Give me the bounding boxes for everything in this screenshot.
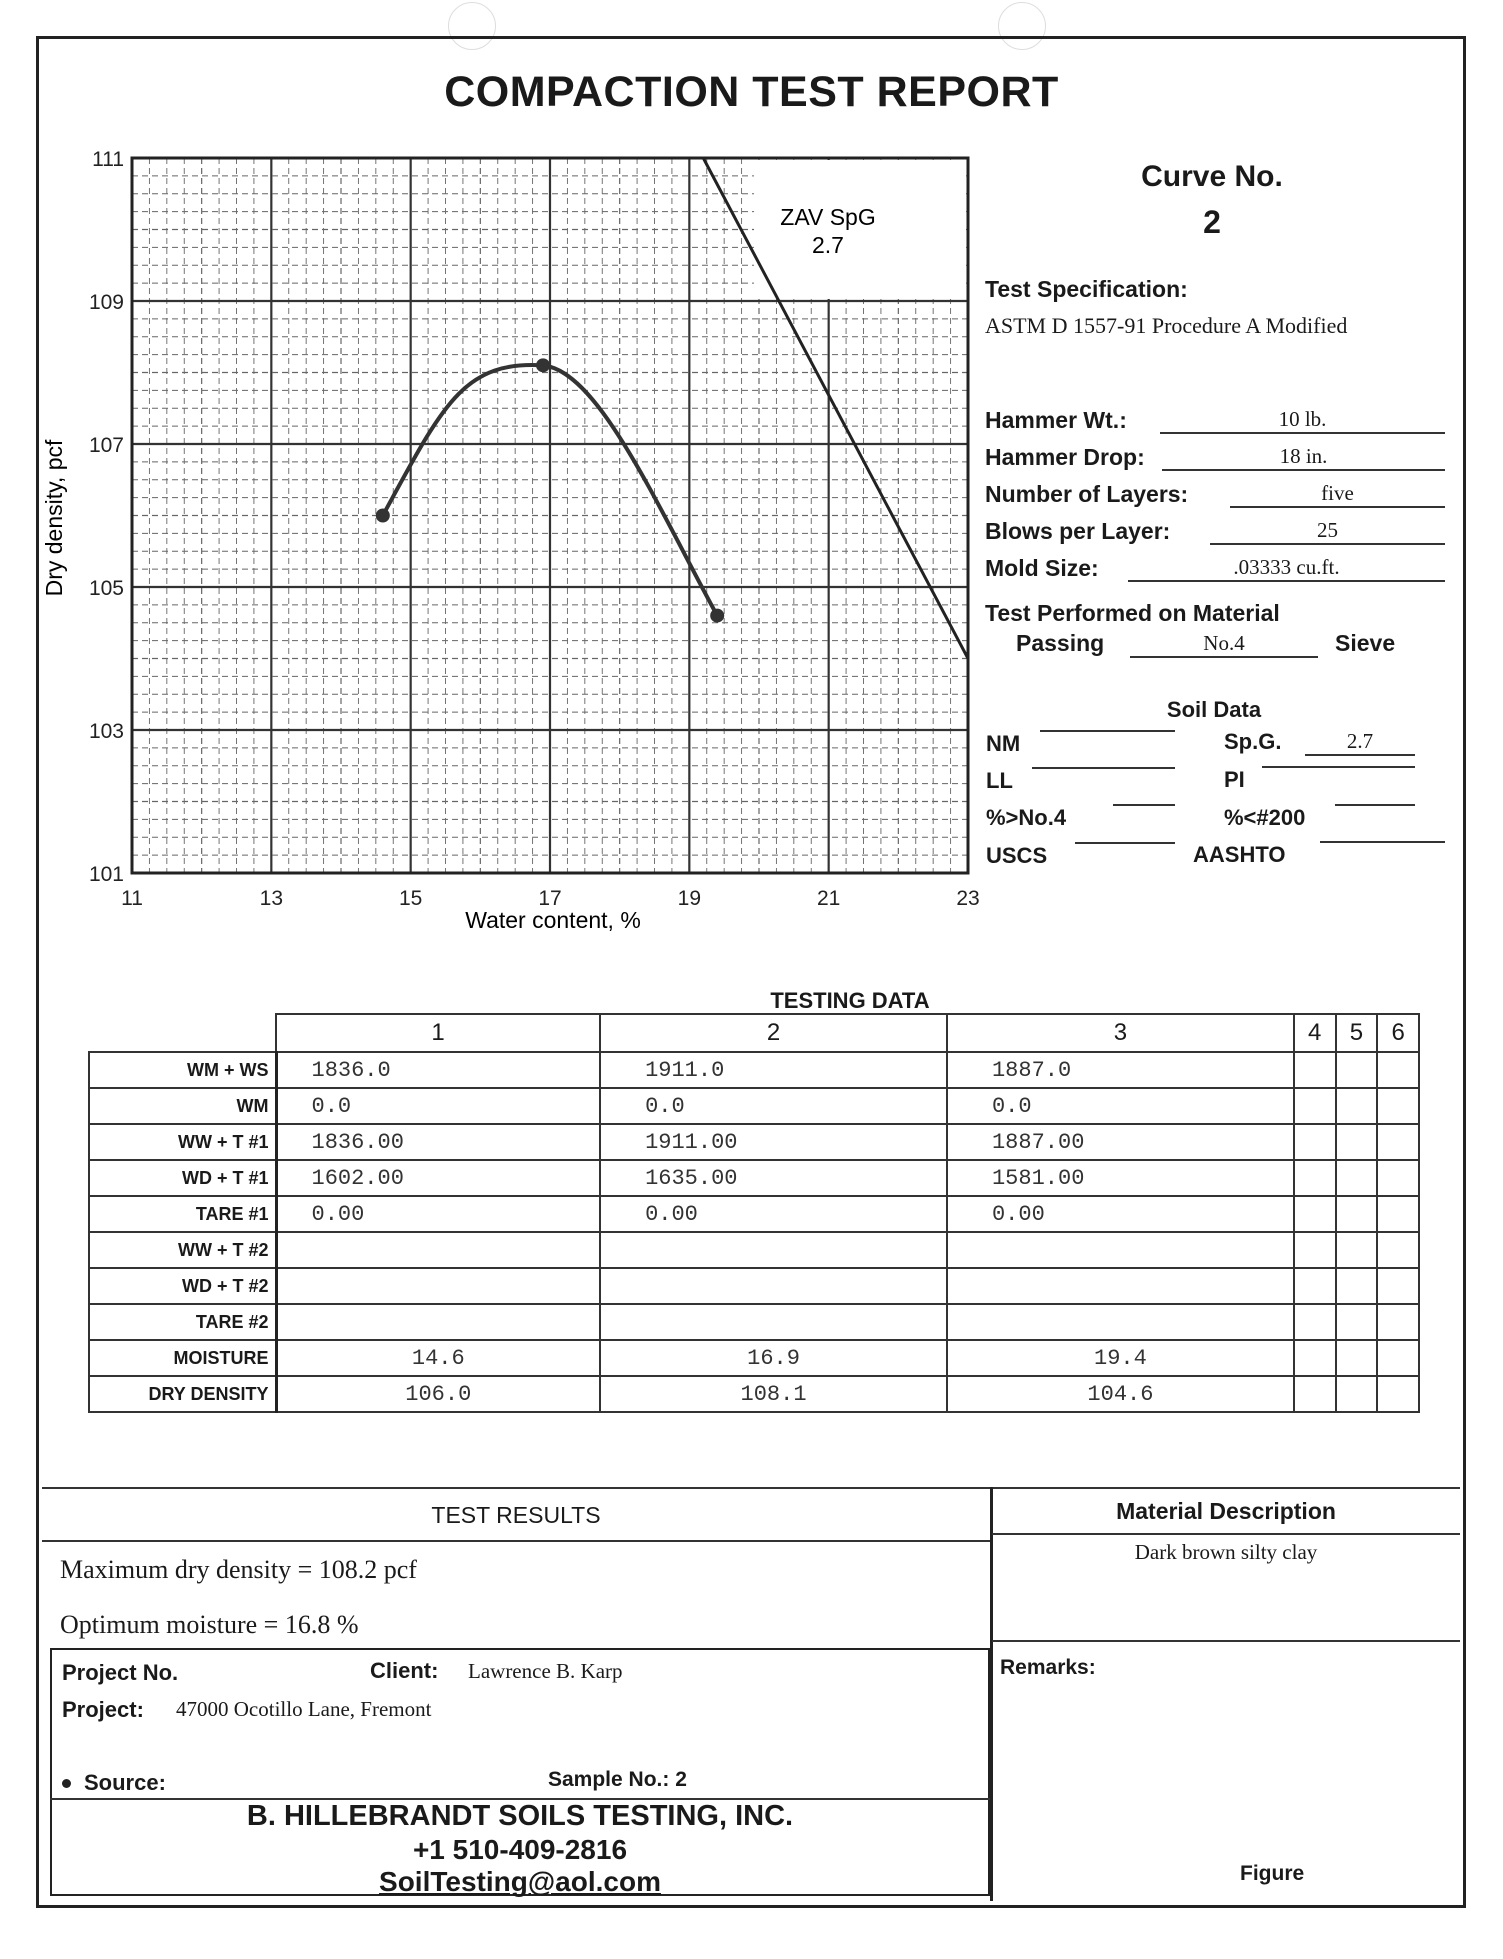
x-tick-label: 21 xyxy=(816,887,841,910)
row-label: MOISTURE xyxy=(89,1340,276,1376)
table-row xyxy=(89,1340,1419,1376)
aashto-label: AASHTO xyxy=(1193,842,1286,867)
y-tick-label: 107 xyxy=(88,434,124,457)
table-cell: 16.9 xyxy=(600,1340,947,1376)
report-title: COMPACTION TEST REPORT xyxy=(444,68,1059,116)
row-label: DRY DENSITY xyxy=(89,1376,276,1412)
table-cell: 1887.0 xyxy=(947,1052,1294,1088)
table-cell xyxy=(276,1268,600,1304)
hammer-drop-value: 18 in. xyxy=(1162,443,1445,471)
soil-data-title: Soil Data xyxy=(1166,697,1262,722)
row-label: TARE #1 xyxy=(89,1196,276,1232)
ll-value xyxy=(1032,767,1175,769)
table-cell xyxy=(1294,1196,1336,1232)
test-results-title: TEST RESULTS xyxy=(431,1502,601,1528)
max-dry-density: Maximum dry density = 108.2 pcf xyxy=(60,1555,417,1584)
table-cell xyxy=(947,1232,1294,1268)
data-point xyxy=(536,358,550,372)
client-value: Lawrence B. Karp xyxy=(468,1659,623,1683)
data-point xyxy=(710,609,724,623)
row-label: WM + WS xyxy=(89,1052,276,1088)
no200-value xyxy=(1335,804,1415,806)
table-row xyxy=(89,1088,1419,1124)
remarks-label: Remarks: xyxy=(1000,1656,1096,1679)
column-header: 2 xyxy=(600,1014,947,1052)
table-cell xyxy=(1336,1232,1378,1268)
table-cell xyxy=(1377,1268,1419,1304)
table-cell: 1887.00 xyxy=(947,1124,1294,1160)
table-cell xyxy=(1294,1052,1336,1088)
project-no-label: Project No. xyxy=(62,1660,179,1685)
testing-data-title: TESTING DATA xyxy=(770,988,930,1013)
data-point xyxy=(376,509,390,523)
row-label: WD + T #1 xyxy=(89,1160,276,1196)
column-header: 3 xyxy=(947,1014,1294,1052)
table-cell xyxy=(1336,1376,1378,1412)
y-tick-label: 105 xyxy=(88,577,124,600)
material-title-rule xyxy=(992,1533,1460,1535)
table-cell xyxy=(947,1268,1294,1304)
column-header: 6 xyxy=(1377,1014,1419,1052)
table-cell: 106.0 xyxy=(276,1376,600,1412)
blows-label: Blows per Layer: xyxy=(985,518,1171,544)
table-cell xyxy=(600,1268,947,1304)
table-cell xyxy=(1294,1340,1336,1376)
y-tick-label: 103 xyxy=(88,720,124,743)
ll-label: LL xyxy=(986,768,1013,793)
mold-size-value: .03333 cu.ft. xyxy=(1128,554,1445,582)
hammer-wt-label: Hammer Wt.: xyxy=(985,407,1127,433)
hammer-drop-label: Hammer Drop: xyxy=(985,444,1145,470)
table-cell: 0.0 xyxy=(600,1088,947,1124)
table-cell xyxy=(1377,1232,1419,1268)
company-name: B. HILLEBRANDT SOILS TESTING, INC. xyxy=(246,1800,794,1832)
company-email: SoilTesting@aol.com xyxy=(379,1866,661,1897)
table-cell: 0.00 xyxy=(276,1196,600,1232)
bottom-block-top-rule xyxy=(42,1487,1460,1489)
testing-data-table xyxy=(88,1013,1420,1413)
table-row xyxy=(89,1124,1419,1160)
x-tick-label: 15 xyxy=(398,887,423,910)
optimum-moisture: Optimum moisture = 16.8 % xyxy=(60,1610,359,1639)
y-tick-label: 111 xyxy=(92,148,124,171)
table-cell: 0.0 xyxy=(947,1088,1294,1124)
no200-label: %<#200 xyxy=(1224,805,1306,830)
table-cell: 0.00 xyxy=(600,1196,947,1232)
x-tick-label: 11 xyxy=(121,887,143,910)
table-cell xyxy=(1377,1052,1419,1088)
nm-label: NM xyxy=(986,731,1021,756)
table-cell: 1635.00 xyxy=(600,1160,947,1196)
layers-value: five xyxy=(1230,480,1445,508)
figure-label: Figure xyxy=(1240,1862,1305,1885)
table-cell: 0.0 xyxy=(276,1088,600,1124)
material-passing-label1: Test Performed on Material xyxy=(985,600,1280,626)
layers-label: Number of Layers: xyxy=(985,481,1189,507)
table-cell xyxy=(1377,1088,1419,1124)
pi-label: PI xyxy=(1224,767,1245,792)
table-cell xyxy=(1377,1376,1419,1412)
table-cell: 0.00 xyxy=(947,1196,1294,1232)
table-cell xyxy=(276,1232,600,1268)
zav-label-line2: 2.7 xyxy=(812,232,844,258)
table-cell xyxy=(1377,1340,1419,1376)
table-row xyxy=(89,1160,1419,1196)
company-phone: +1 510-409-2816 xyxy=(412,1834,628,1865)
project-value: 47000 Ocotillo Lane, Fremont xyxy=(176,1697,432,1721)
table-cell xyxy=(600,1232,947,1268)
uscs-label: USCS xyxy=(986,843,1048,868)
x-axis-label: Water content, % xyxy=(465,907,641,933)
table-cell xyxy=(1336,1124,1378,1160)
y-axis-label: Dry density, pcf xyxy=(41,439,67,597)
spg-value: 2.7 xyxy=(1305,728,1415,756)
x-tick-label: 23 xyxy=(956,887,980,910)
row-label: TARE #2 xyxy=(89,1304,276,1340)
table-cell: 108.1 xyxy=(600,1376,947,1412)
test-spec-value: ASTM D 1557-91 Procedure A Modified xyxy=(985,313,1348,338)
table-cell: 14.6 xyxy=(276,1340,600,1376)
column-header: 4 xyxy=(1294,1014,1336,1052)
column-header: 1 xyxy=(276,1014,600,1052)
table-cell xyxy=(1294,1160,1336,1196)
row-label: WD + T #2 xyxy=(89,1268,276,1304)
remarks-rule xyxy=(992,1640,1460,1642)
table-cell xyxy=(600,1304,947,1340)
material-description-title: Material Description xyxy=(1116,1498,1336,1524)
row-label: WW + T #1 xyxy=(89,1124,276,1160)
header-corner xyxy=(89,1014,276,1052)
x-tick-label: 19 xyxy=(677,887,702,910)
column-header: 5 xyxy=(1336,1014,1378,1052)
material-passing-suffix: Sieve xyxy=(1335,630,1396,656)
spg-label: Sp.G. xyxy=(1224,729,1282,754)
source-label: Source: xyxy=(84,1770,166,1795)
table-row xyxy=(89,1052,1419,1088)
zav-label-line1: ZAV SpG xyxy=(780,204,876,230)
table-cell xyxy=(1336,1268,1378,1304)
no4-label: %>No.4 xyxy=(986,805,1067,830)
chart-grid xyxy=(132,158,968,873)
table-cell: 1581.00 xyxy=(947,1160,1294,1196)
table-cell xyxy=(1336,1052,1378,1088)
uscs-value xyxy=(1075,842,1175,844)
table-cell xyxy=(1294,1304,1336,1340)
pi-value xyxy=(1262,766,1415,768)
table-cell xyxy=(1336,1340,1378,1376)
x-tick-label: 13 xyxy=(259,887,284,910)
table-cell: 1836.0 xyxy=(276,1052,600,1088)
table-cell xyxy=(1377,1124,1419,1160)
table-cell xyxy=(276,1304,600,1340)
y-tick-label: 109 xyxy=(88,291,124,314)
x-tick-label: 17 xyxy=(538,887,562,910)
test-results-title-rule xyxy=(42,1540,990,1542)
table-row xyxy=(89,1196,1419,1232)
table-cell xyxy=(1294,1088,1336,1124)
y-tick-labels xyxy=(89,148,124,886)
table-cell xyxy=(947,1304,1294,1340)
table-row xyxy=(89,1376,1419,1412)
hammer-wt-value: 10 lb. xyxy=(1160,406,1445,434)
row-label: WM xyxy=(89,1088,276,1124)
client-label: Client: xyxy=(370,1658,439,1683)
nm-value xyxy=(1040,730,1175,732)
table-row xyxy=(89,1268,1419,1304)
table-cell xyxy=(1294,1124,1336,1160)
table-cell xyxy=(1336,1196,1378,1232)
sample-label: Sample No.: 2 xyxy=(548,1768,687,1791)
source-bullet-icon xyxy=(62,1779,71,1788)
y-tick-label: 101 xyxy=(88,863,124,886)
table-cell xyxy=(1336,1304,1378,1340)
material-description-value: Dark brown silty clay xyxy=(1134,1540,1318,1564)
test-spec-label: Test Specification: xyxy=(985,276,1188,302)
table-header-row xyxy=(89,1014,1419,1052)
curve-label: Curve No. xyxy=(1141,160,1283,193)
table-cell: 1911.00 xyxy=(600,1124,947,1160)
table-cell xyxy=(1377,1160,1419,1196)
table-cell xyxy=(1294,1232,1336,1268)
aashto-value xyxy=(1320,841,1445,843)
table-cell: 1836.00 xyxy=(276,1124,600,1160)
table-cell xyxy=(1377,1196,1419,1232)
curve-number: 2 xyxy=(1203,204,1221,240)
material-passing-label2: Passing xyxy=(1016,630,1105,656)
table-cell: 1911.0 xyxy=(600,1052,947,1088)
blows-value: 25 xyxy=(1210,517,1445,545)
material-passing-value: No.4 xyxy=(1130,630,1318,658)
table-cell xyxy=(1294,1268,1336,1304)
no4-value xyxy=(1113,804,1175,806)
table-cell xyxy=(1377,1304,1419,1340)
row-label: WW + T #2 xyxy=(89,1232,276,1268)
table-cell xyxy=(1336,1088,1378,1124)
table-cell: 19.4 xyxy=(947,1340,1294,1376)
mold-size-label: Mold Size: xyxy=(985,555,1099,581)
table-cell xyxy=(1294,1376,1336,1412)
table-cell: 1602.00 xyxy=(276,1160,600,1196)
table-row xyxy=(89,1232,1419,1268)
table-cell: 104.6 xyxy=(947,1376,1294,1412)
table-row xyxy=(89,1304,1419,1340)
table-cell xyxy=(1336,1160,1378,1196)
project-label: Project: xyxy=(62,1697,144,1722)
